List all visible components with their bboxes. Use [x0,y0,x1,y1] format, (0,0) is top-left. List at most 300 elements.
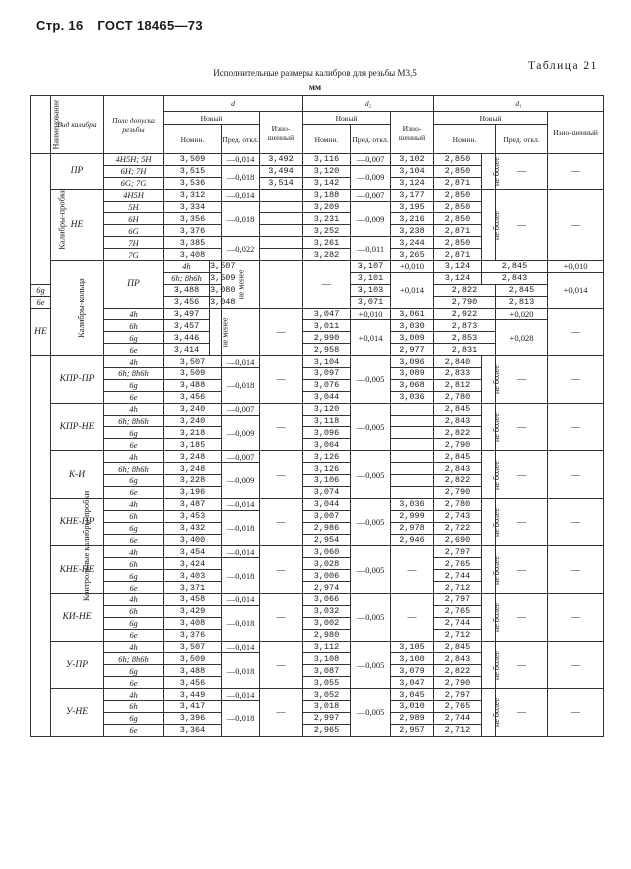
d2-nominal: 3,188 [303,189,351,201]
d-deviation: —0,018 [222,510,260,546]
d1-deviation: — [496,189,548,260]
d2-deviation: —0,007 [351,154,391,166]
table-row [31,546,604,558]
d2-deviation: —0,005 [351,451,391,499]
tolerance-field: 6e [104,534,164,546]
table-row [31,189,604,201]
d-worn: — [260,451,303,499]
d-deviation: —0,014 [222,189,260,201]
d-note-text: не менее [220,317,230,348]
d-note [210,308,230,356]
tolerance-field: 6g [104,332,164,344]
d-worn: — [260,593,303,641]
d2-nominal: 2,954 [303,534,351,546]
d1-nominal: 2,797 [434,593,482,605]
d-nominal: 3,488 [164,665,222,677]
d1-nominal: 2,822 [434,475,482,487]
d1-nominal: 2,722 [434,522,482,534]
d2-worn: 3,216 [391,213,434,225]
d1-note [482,546,501,594]
tolerance-field: 6e [104,439,164,451]
d1-nominal: 2,843 [434,653,482,665]
table-row [31,308,604,320]
d2-nominal: 3,209 [303,201,351,213]
d2-deviation: —0,005 [351,546,391,594]
d2-nominal: 3,126 [303,451,351,463]
tolerance-field: 6h; 8h6h [104,415,164,427]
d1-note [482,403,501,451]
tolerance-field: 6h [104,558,164,570]
d1-nominal: 2,840 [434,356,482,368]
d-nominal: 3,507 [164,356,222,368]
d2-worn: 3,177 [391,189,434,201]
tolerance-field: 4H5H; 5H [104,154,164,166]
d2-nominal: 3,106 [303,475,351,487]
d1-note [482,451,501,499]
d1-nominal: 2,831 [434,344,496,356]
d-nominal: 3,376 [164,629,222,641]
tolerance-field: 7G [104,249,164,261]
d-deviation: —0,014 [222,546,260,558]
d1-note-text: не более [491,650,501,680]
d1-worn: 2,813 [496,296,548,308]
d2-deviation: +0,010 [351,308,391,320]
d2-nominal: 3,076 [303,379,351,391]
d1-note-text: не более [491,603,501,633]
caliber-kind: У-НЕ [51,689,104,737]
group-label-text: Контрольные калибры-пробки [81,490,92,602]
d2-worn: 3,068 [391,379,434,391]
d2-worn: 2,946 [391,534,434,546]
table-row [31,403,604,415]
d1-nominal: 2,765 [434,605,482,617]
d1-nominal: 2,822 [434,284,496,296]
d-nominal: 3,497 [164,308,210,320]
tolerance-field: 6h; 8h6h [104,368,164,380]
d1-nominal: 2,850 [434,237,482,249]
tolerance-field: 4h [104,403,164,415]
d1-nominal: 2,845 [434,451,482,463]
d2-nominal: 3,120 [303,403,351,415]
d1-nominal: 2,845 [482,261,548,273]
d1-deviation-header: Пред. откл. [496,125,548,154]
table-row [31,451,604,463]
tolerance-field: 7H [104,237,164,249]
d1-nominal: 2,743 [434,510,482,522]
d2-nominal: 3,231 [303,213,351,225]
d-worn: — [260,498,303,546]
d2-nominal: 3,032 [303,605,351,617]
d2-worn: 2,978 [391,522,434,534]
tolerance-header: Поле допуска резьбы [104,96,164,154]
d2-worn: 3,036 [391,498,434,510]
d-header: d [164,96,303,112]
d-deviation: —0,018 [222,165,260,189]
d2-nominal: 3,087 [303,665,351,677]
d-nominal: 3,456 [164,296,210,308]
d1-nominal: 2,780 [434,391,482,403]
tolerance-field: 6e [31,296,51,308]
d1-nominal: 2,744 [434,570,482,582]
d2-worn: 2,999 [391,510,434,522]
d1-nominal: 2,853 [434,332,496,344]
d2-nominal: 3,044 [303,391,351,403]
tolerance-field: 6h [104,700,164,712]
d-worn: 3,494 [260,165,303,177]
d-nominal: 3,408 [164,249,222,261]
d-nominal: 3,453 [164,510,222,522]
d-deviation: —0,009 [222,415,260,451]
caliber-kind: КПР-ПР [51,356,104,404]
d-nominal: 3,429 [164,605,222,617]
tolerance-field: 5H [104,201,164,213]
d2-deviation: +0,014 [391,272,434,308]
tolerance-field: 6g [104,379,164,391]
tolerance-field: 6h; 8h6h [104,463,164,475]
d-nominal: 3,196 [164,486,222,498]
d2-worn [391,451,434,463]
d2-worn: 3,071 [351,296,391,308]
d1-deviation: — [496,451,548,499]
d1-nominal: 2,797 [434,546,482,558]
d-nominal: 3,509 [164,368,222,380]
d1-deviation: +0,010 [548,261,604,273]
tolerance-field: 4h [104,356,164,368]
d-nominal: 3,515 [164,165,222,177]
d2-worn-header: Изно-шенный [391,112,434,154]
d1-nominal: 2,797 [434,689,482,701]
d-worn [260,237,303,249]
d1-nominal: 2,712 [434,629,482,641]
d2-nominal: 3,097 [303,368,351,380]
d2-worn: 3,100 [391,653,434,665]
d-nominal: 3,371 [164,582,222,594]
d1-note-text: не более [491,698,501,728]
tolerance-field: 4h [104,641,164,653]
tolerance-field: 6g [104,522,164,534]
d-worn: 3,514 [260,177,303,189]
d2-worn: 3,124 [391,177,434,189]
d1-deviation: +0,028 [496,320,548,356]
d-deviation-header: Пред. откл. [222,125,260,154]
d-worn [260,249,303,261]
d2-header: d₂ [303,96,434,112]
caliber-kind: НЕ [31,308,51,356]
d2-worn: 3,124 [434,272,482,284]
tolerance-field: 6g [104,475,164,487]
d2-worn [391,439,434,451]
d-nominal: 3,507 [164,641,222,653]
d1-nominal: 2,790 [434,486,482,498]
d2-worn: 3,030 [391,320,434,332]
d-nominal: 3,536 [164,177,222,189]
d1-nominal: 2,790 [434,439,482,451]
tolerance-field: 6g [104,712,164,724]
d1-worn: — [548,593,604,641]
d2-worn: 3,265 [391,249,434,261]
d2-nominal: 3,120 [303,165,351,177]
d2-worn: 2,989 [391,712,434,724]
table-title: Исполнительные размеры калибров для резьбы М3,5 [213,68,417,78]
d2-deviation: —0,005 [351,689,391,737]
d2-worn: 3,103 [351,284,391,296]
d2-nominal: 3,107 [351,261,391,273]
d-nominal: 3,400 [164,534,222,546]
tolerance-field: 6e [104,724,164,736]
d2-nominal: 3,055 [303,677,351,689]
d2-nominal: 3,018 [303,700,351,712]
caliber-dimensions-table [30,95,604,737]
d2-worn: 3,061 [391,308,434,320]
d2-nominal: 3,104 [303,356,351,368]
d-worn: — [260,403,303,451]
d1-nominal-header: Номин. [434,125,496,154]
d-deviation: —0,018 [222,558,260,594]
d1-worn-header: Изно-шенный [548,112,604,154]
d2-worn: 3,010 [391,700,434,712]
d2-worn: 3,089 [391,368,434,380]
d1-deviation: — [496,403,548,451]
d1-note [482,641,501,689]
d2-deviation-header: Пред. откл. [351,125,391,154]
d1-nominal: 2,744 [434,617,482,629]
tolerance-field: 6e [104,391,164,403]
d-nominal: 3,218 [164,427,222,439]
tolerance-field: 6e [104,677,164,689]
d1-nominal: 2,850 [434,201,482,213]
d1-nominal: 2,690 [434,534,482,546]
d1-worn: — [548,546,604,594]
d1-deviation: — [496,641,548,689]
d2-nominal: 3,048 [210,297,236,308]
d2-deviation: —0,005 [351,356,391,404]
d2-nominal: 3,112 [303,641,351,653]
d-nominal: 3,509 [210,273,236,284]
d1-nominal: 2,744 [434,712,482,724]
group-label [51,261,104,356]
d2-nominal: 3,116 [303,154,351,166]
tolerance-field: 6h; 8h6h [104,653,164,665]
tolerance-field: 6g [31,284,51,296]
d1-worn: — [548,689,604,737]
d2-worn: 3,096 [391,356,434,368]
d-nominal: 3,248 [164,451,222,463]
d1-nominal: 2,850 [434,189,482,201]
tolerance-field: 4h [104,593,164,605]
d-nominal: 3,408 [164,617,222,629]
d-deviation: —0,007 [222,403,260,415]
d2-worn: 3,102 [391,154,434,166]
tolerance-field: 6g [104,570,164,582]
d2-worn: 2,957 [391,724,434,736]
d-deviation: —0,018 [222,653,260,689]
d-deviation: —0,018 [222,605,260,641]
tolerance-field: 6e [104,629,164,641]
d-deviation: —0,014 [222,593,260,605]
d1-note-text: не более [491,365,501,395]
d2-worn [391,427,434,439]
d-new-header: Новый [164,112,260,125]
d1-nominal: 2,922 [434,308,496,320]
d2-deviation: —0,005 [351,403,391,451]
d2-nominal: 3,007 [303,510,351,522]
d1-nominal: 2,780 [434,498,482,510]
table-body [31,154,604,737]
caliber-kind: КНЕ-НЕ [51,546,104,594]
caliber-kind: КПР-НЕ [51,403,104,451]
tolerance-field: 6h; 8h6h [164,272,210,284]
d2-nominal: 3,028 [303,558,351,570]
d2-nominal: 3,052 [303,689,351,701]
d-nominal: 3,248 [164,463,222,475]
d1-deviation: — [496,356,548,404]
d-worn-header: Изно-шенный [260,112,303,154]
d1-worn: — [548,641,604,689]
d-worn: — [260,641,303,689]
d1-nominal: 2,843 [434,415,482,427]
naming-header: Наименование [31,96,51,154]
d1-nominal: 2,850 [434,154,482,166]
d1-note-text: не более [491,157,501,187]
d1-deviation: — [496,154,548,190]
tolerance-field: 6h [104,605,164,617]
d-nominal-header: Номин. [164,125,222,154]
tolerance-field: 4h [104,546,164,558]
d2-nominal: 3,011 [303,320,351,332]
d1-nominal: 2,822 [434,665,482,677]
d-deviation: —0,018 [222,368,260,404]
d2-worn: 3,244 [391,237,434,249]
d1-header: d₁ [434,96,604,112]
d1-note [482,356,501,404]
d-nominal: 3,376 [164,225,222,237]
d2-deviation: +0,014 [351,320,391,356]
d1-nominal: 2,712 [434,724,482,736]
d1-nominal: 2,871 [434,177,482,189]
d-nominal: 3,312 [164,189,222,201]
d1-worn: — [548,189,604,260]
d-nominal: 3,509 [164,154,222,166]
d1-note-text: не более [491,508,501,538]
tolerance-field: 6G; 7G [104,177,164,189]
d1-note [482,689,501,737]
table-row [31,689,604,701]
d-nominal: 3,457 [164,320,210,332]
d-worn [260,189,303,201]
caliber-kind: НЕ [51,189,104,260]
d1-worn: — [548,308,604,356]
d-nominal: 3,509 [164,653,222,665]
group-label [31,154,67,285]
caliber-kind: КНЕ-ПР [51,498,104,546]
table-row [31,356,604,368]
d-nominal: 3,449 [164,689,222,701]
d2-worn: 3,079 [391,665,434,677]
d1-worn: 2,845 [496,284,548,296]
d-deviation: —0,007 [222,451,260,463]
d2-nominal: 2,997 [303,712,351,724]
d-nominal: 3,385 [164,237,222,249]
d-nominal: 3,403 [164,570,222,582]
d-nominal: 3,432 [164,522,222,534]
tolerance-field: 6h [104,510,164,522]
d2-new-header: Новый [303,112,391,125]
d2-deviation: —0,007 [351,189,391,201]
d1-nominal: 2,812 [434,379,482,391]
d1-worn: — [548,451,604,499]
d1-nominal: 2,765 [434,700,482,712]
d-worn: — [260,689,303,737]
d1-note [482,498,501,546]
tolerance-field: 4h [104,498,164,510]
table-label: Таблица 21 [528,60,598,72]
page-number: Стр. 16 [36,18,84,33]
tolerance-field: 4h [104,689,164,701]
tolerance-field: 6e [104,344,164,356]
d-nominal: 3,417 [164,700,222,712]
d2-nominal: 3,101 [351,272,391,284]
d2-nominal: 3,064 [303,439,351,451]
d2-nominal: 2,986 [303,522,351,534]
d2-worn: 3,124 [434,261,482,273]
d2-nominal: 3,080 [210,285,236,296]
d-nominal: 3,456 [164,391,222,403]
d-worn [260,213,303,225]
d-note-text: не менее [235,269,245,300]
d-nominal: 3,396 [164,712,222,724]
units-label: мм [308,82,322,92]
d-nominal: 3,487 [164,498,222,510]
d2-nominal: 2,980 [303,629,351,641]
d2-worn [391,475,434,487]
d1-worn: — [548,356,604,404]
d2-nominal: 3,118 [303,415,351,427]
d-deviation: —0,018 [222,700,260,736]
d1-nominal: 2,871 [434,225,482,237]
d2-nominal: 3,261 [303,237,351,249]
group-label-text: Калибры-пробки [56,188,67,250]
d2-nominal: 3,282 [303,249,351,261]
d2-nominal: 2,974 [303,582,351,594]
d2-worn: 3,238 [391,225,434,237]
d-nominal: 3,356 [164,213,222,225]
d1-deviation: +0,020 [496,308,548,320]
d-deviation: —0,014 [222,154,260,166]
d-deviation: —0,018 [222,201,260,237]
table-row [31,593,604,605]
d2-nominal: 3,108 [303,653,351,665]
d-nominal: 3,240 [164,403,222,415]
page-header [36,18,203,33]
d-nominal: 3,456 [164,677,222,689]
d-nominal: 3,458 [164,593,222,605]
d1-note [482,189,501,260]
standard-number: ГОСТ 18465—73 [97,18,203,33]
d2-nominal: 2,965 [303,724,351,736]
tolerance-field: 6e [104,582,164,594]
d1-deviation: — [496,689,548,737]
tolerance-field: 6g [104,427,164,439]
tolerance-field: 6G [104,225,164,237]
d1-deviation: — [496,546,548,594]
d1-nominal: 2,765 [434,558,482,570]
caliber-kind: К-И [51,451,104,499]
d2-nominal: 3,044 [303,498,351,510]
tolerance-field: 4H5H [104,189,164,201]
d1-new-header: Новый [434,112,548,125]
d-nominal: 3,488 [164,379,222,391]
d2-deviation: —0,009 [351,165,391,189]
